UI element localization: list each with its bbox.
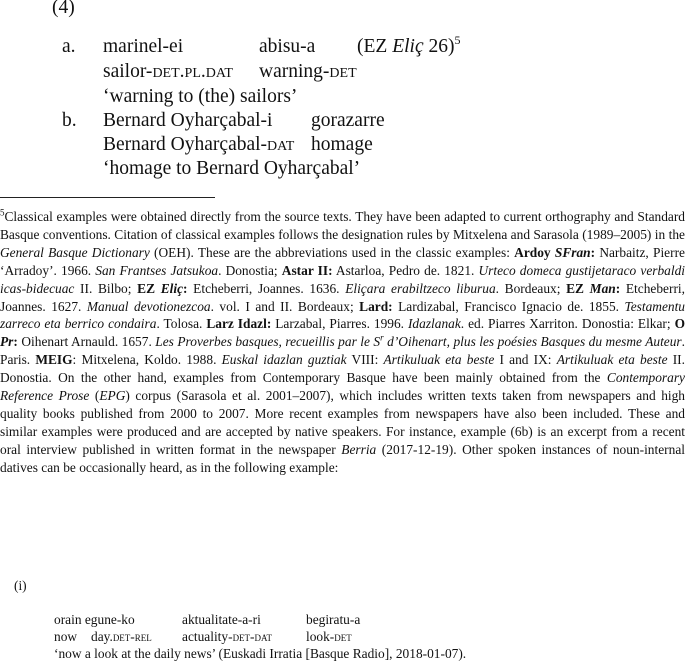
example-a-word-2: abisu-a	[259, 36, 316, 57]
example-a-translation: ‘warning to (the) sailors’	[103, 86, 298, 107]
sub-example-word-3: begiratu-a	[306, 612, 361, 627]
sub-example-word-1: orain egune-ko	[54, 612, 135, 627]
example-a-word-1: marinel-ei	[103, 36, 184, 57]
footnote-text: $^5$Classical examples were obtained directly from the source texts. They have been adapted to current orthography and Standard Basque conventions. Citation of classical examples follows the designation rules by Mitxelena and Sarasola (1989–2005) in the General Basque Dictionary (OEH). These are the abbreviations used in the classic examples: Ardoy SFran: Narbaitz, Pierre ‘Arradoy’. 1966. San Frantses Jatsukoa. Donostia; Astar II: Astarloa, Pedro de. 1821. Urteco domeca gustijetaraco verbaldi icas-bidecuac II. Bilbo; EZ Eliç: Etcheberri, Joannes. 1636. Eliçara erabiltzeco liburua. Bordeaux; EZ Man: Etcheberri, Joannes. 1627. Manual devotionezcoa. vol. I and II. Bordeaux; Lard: Lardizabal, Francisco Ignacio de. 1855. Testamentu zarreco eta berrico condaira. Tolosa. Larz Idazl: Larzabal, Piarres. 1996. Idazlanak. ed. Piarres Xarriton. Donostia: Elkar; O Pr: Oihenart Arnauld. 1657. Les Proverbes basques, recueillis par le $S^r$ d’Oihenart, plus les poésies Basques du mesme Auteur. Paris. MEIG: Mitxelena, Koldo. 1988. Euskal idazlan guztiak VIII: Artikuluak eta beste I and IX: Artikuluak eta beste II. Donostia. On the other hand, examples from Contemporary Basque have been mainly obtained from the Contemporary Reference Prose (EPG) corpus (Sarasola et al. 2001–2007), which includes written texts taken from newspapers and high quality books published from 2000 to 2007. More recent examples from newspapers have also been included. These and similar examples were produced and are accepted by native speakers. For instance, example (6b) is an excerpt from a recent oral interview published in written format in the newspaper Berria (2017-12-19). Other spoken instances of noun-internal datives can be occasionally heard, as in the following example:	[0, 207, 685, 475]
example-b-gloss-2: homage	[311, 134, 373, 155]
example-b-word-1: Bernard Oyharçabal-i	[103, 110, 273, 131]
sub-example-label: (i)	[14, 578, 27, 593]
example-a-gloss-2: warning-det	[259, 61, 357, 82]
sub-example-gloss-3: actuality-det-dat	[182, 629, 273, 644]
sub-example-gloss-1: now	[54, 629, 78, 644]
sub-example-gloss-2: day.det-rel	[91, 629, 152, 644]
example-a-source: (EZ Eliç 26)$^5$	[357, 33, 461, 57]
example-b-word-2: gorazarre	[311, 110, 385, 131]
example-b-letter: b.	[62, 110, 77, 131]
footnote-number: 5	[0, 207, 5, 218]
sub-example-gloss-4: look-det	[306, 629, 352, 644]
example-b-translation: ‘homage to Bernard Oyharçabal’	[103, 158, 361, 179]
footnote-mark: 5	[454, 33, 461, 47]
example-a-gloss: sailor-det.pl.dat	[103, 61, 233, 82]
example-a-letter: a.	[62, 36, 76, 57]
example-number: (4)	[52, 0, 75, 18]
sub-example-translation: ‘now a look at the daily news’ (Euskadi Irratia [Basque Radio], 2018-01-07).	[54, 646, 467, 661]
footnote	[0, 208, 685, 477]
example-b-gloss: Bernard Oyharçabal-dat	[103, 134, 295, 155]
sub-example-word-2: aktualitate-a-ri	[182, 612, 261, 627]
footnote-rule	[0, 197, 215, 198]
